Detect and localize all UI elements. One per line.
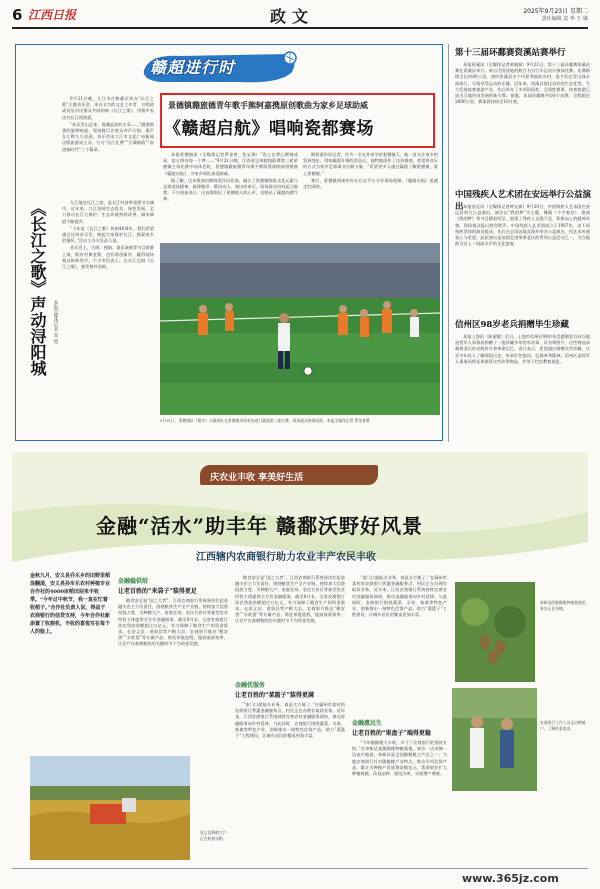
mid-title: 金融“活水”助丰年 赣鄱沃野好风景 — [96, 514, 423, 538]
feature-paragraph: 9月21日晚，九江市在柴桑区举办“长江之歌”主题音乐会，来自全市的文艺工作者、合唱团成员及市民群众共同唱响《长江之歌》，用歌声表达对长江的热爱。 — [62, 96, 154, 120]
photo-right2-caption: 农商银行工作人员走访种植户，了解资金需求。 — [540, 720, 586, 731]
column-body-3 — [352, 740, 447, 860]
feature-paragraph: “你从雪山走来，春潮是你的丰采……”随着熟悉的旋律响起，现场数百名观众齐声合唱，歌声在江畔久久回荡。音乐会由九江市文化广电新闻出版旅游局主办，分为“长江礼赞”“江城新韵”“奋进新时代”三个篇章。 — [62, 121, 154, 152]
mid-subtitle: 江西辖内农商银行助力农业丰产农民丰收 — [196, 552, 376, 563]
header-divider — [12, 27, 588, 29]
right-paragraph: 本报安远讯（全媒体记者钟文斌）9月20日，中国残疾人艺术团在安远县举行公益演出。演出以“我的梦”为主题，舞蹈《千手观音》、歌曲《我的梦》等节目精彩纷呈，展现了残疾人自强不息、积极向上的精神风貌，现场观众报以热烈掌声。中国残疾人艺术团成立于1987年，由不同残疾类别的演员组成，先后在全国各地及海外举办公益演出，用艺术传递爱心与希望。此次演出是该团走进革命老区的系列公益活动之一，为当地群众送上一场高水平的文化盛宴。 — [455, 204, 590, 247]
column-body-2a — [235, 575, 345, 675]
right-article-title-1: 第十三届环鄱赛资溪站赛举行 — [455, 48, 566, 58]
lead-paragraph: 熊轲嘉告诉记者，作为一名在外求学的景德镇人，他一直关注家乡的发展变化。得知赣超开赛的消息后，他特地创作了这首歌曲，希望用音乐的方式为家乡足球事业贡献力量。“希望更多人通过赣超了解景德镇，爱上景德镇。” — [303, 152, 438, 176]
lead-paragraph: 赛后，景德镇球迷纷纷在社交平台分享现场视频，《赣超启航》迅速走红网络。 — [303, 177, 438, 190]
feature-body-bottom — [62, 200, 154, 430]
bottom-lead-text: 金秋九月，安义县乔乐乡的田野里稻浪翻滚，安义县孙车乐农村种植专业合作社的4000亩稻田迎来丰收季。“今年过中秋节，我一直在忙着收稻子。”合作社负责人说，得益于农商银行的信贷支持，今年合作社新添置了收割机，丰收的喜悦写在每个人的脸上。 — [30, 573, 110, 635]
column-title-2: 让老百姓的“菜篮子”装得更满 — [235, 692, 314, 699]
right-paragraph: 本报上饶讯（陈丽霞）近日，上饶市信州区98岁抗美援朝老兵向当地退役军人事务局捐赠了一批珍藏多年的军功章、证书和照片，这些物品承载着老兵的光辉岁月和革命记忆。老兵表示，希望通过捐赠这些珍藏，让更多年轻人了解那段历史，传承红色基因，弘扬革命精神。信州区退役军人事务局将妥善保管这些珍贵物品，并用于红色教育展览。 — [455, 334, 590, 364]
right-article-title-2: 中国残疾人艺术团在安远举行公益演出 — [455, 190, 592, 212]
column-kicker-3: 金融惠民生 — [352, 720, 383, 727]
banner-title: 赣超进行时 — [150, 58, 236, 77]
feature-body-top — [62, 96, 154, 196]
feature-paragraph: “今年是《长江之歌》传唱40周年，我们希望通过这场音乐会，唤起大家保护长江、热爱家乡的情怀。”活动主办方负责人说。 — [62, 225, 154, 244]
rice-harvest-photo — [30, 756, 190, 860]
column-paragraph: 粮食安全是“国之大者”。江西农商银行系统坚决扛起金融支农主力军责任，围绕粮食生产全产业链，持续加大信贷投放力度，为种粮大户、家庭农场、农民合作社等新型农业经营主体提供全方位金融服务。截至8月末，全省农商银行涉农贷款余额超过万亿元，有力保障了粮食生产的资金需求。在安义县、进贤县等产粮大县，农商银行推出“粮农贷”“丰收贷”等专属产品，简化审批流程，提高放款效率，让农户在春耕秋收的关键时节不为资金发愁。 — [235, 575, 345, 624]
column-kicker-1: 金融稳供给 — [118, 578, 149, 585]
kiwi-orchard-photo — [455, 582, 535, 682]
right-article-title-3: 信州区98岁老兵捐赠毕生珍藏 — [455, 320, 569, 330]
bank-visit-photo — [452, 688, 537, 791]
lead-story-body-col1 — [163, 152, 298, 240]
soccer-match-photo — [160, 243, 440, 415]
section-title: 政文 — [270, 7, 315, 26]
feature-title: 《长江之歌》声动浔阳城 — [28, 200, 47, 376]
column-kicker-2: 金融优服务 — [235, 682, 266, 689]
column-title-1: 让老百姓的“米袋子”装得更足 — [118, 588, 197, 595]
feature-byline: 本报全媒体记者 周 旭 — [53, 300, 58, 344]
right-article-body-1 — [455, 62, 590, 180]
site-watermark: www.365jz.com — [462, 872, 559, 885]
column-paragraph: “家门口就能办业务，真是太方便了。”在赣州市某村的农商银行普惠金融服务点，村民正在办理存取款业务。近年来，江西农商银行系统持续完善农村金融服务网络，推动金融服务向乡村延伸。与此同时，农商银行围绕蔬菜、水果、畜禽等特色产业，创新推出一批特色信贷产品，助力“菜篮子”工程建设，让城乡居民的餐桌更加丰富。 — [352, 575, 447, 618]
player-orange — [198, 305, 208, 335]
photo-left-caption: 安义县种粮大户正在收割水稻。 — [200, 830, 227, 841]
feature-paragraph: 九江地处长江之滨，是长江经济带重要节点城市。近年来，九江坚持生态优先、绿色发展，全力推动长江大保护，生态环境持续改善，城市颜值不断提升。 — [62, 200, 154, 224]
photo-caption: 9月21日，景德镇队（橙衣）与赣州队在景德镇市体育场进行赣超第三轮比赛，现场观众热情高涨。本报全媒体记者 罗金育摄 — [160, 418, 370, 423]
column-title-3: 让老百姓的“果盘子”端得更稳 — [352, 730, 431, 737]
column-body-2 — [235, 702, 345, 860]
lead-story-title: 《赣超启航》唱响瓷都赛场 — [164, 119, 374, 139]
newspaper-logo: 江西日报 — [28, 8, 77, 22]
right-article-body-2 — [455, 204, 590, 310]
column-paragraph: 粮食安全是“国之大者”。江西农商银行系统坚决扛起金融支农主力军责任，围绕粮食生产全产业链，持续加大信贷投放力度，为种粮大户、家庭农场、农民合作社等新型农业经营主体提供全方位金融服务。截至8月末，全省农商银行涉农贷款余额超过万亿元，有力保障了粮食生产的资金需求。在安义县、进贤县等产粮大县，农商银行推出“粮农贷”“丰收贷”等专属产品，简化审批流程，提高放款效率，让农户在春耕秋收的关键时节不为资金发愁。 — [118, 598, 228, 647]
column-divider — [448, 44, 449, 442]
mid-banner: 庆农业丰收 享美好生活 — [210, 473, 304, 483]
page-number: 6 — [12, 6, 23, 24]
footer-divider — [12, 868, 588, 869]
lead-story-body-col2 — [303, 152, 438, 240]
issue-date: 2025年9月23日 星期二 — [523, 8, 588, 15]
lead-paragraph: 本报景德镇讯（全媒体记者罗金育、张宝琪）“瓷土在掌心燃烧成星，窑火照亮每一个梦……”9月21日晚，江西省足球超级联赛第三轮景德镇主场比赛中场休息时，景德镇籍旅德青年歌手熊轲嘉演唱原创歌曲《赣超启航》，为家乡球队加油助威。 — [163, 152, 298, 176]
banner-subtitle: GANCHAO JINXINGSHI — [178, 77, 222, 82]
right-article-body-3 — [455, 334, 590, 434]
column-paragraph: “家门口就能办业务，真是太方便了。”在赣州市某村的农商银行普惠金融服务点，村民正在办理存取款业务。近年来，江西农商银行系统持续完善农村金融服务网络，推动金融服务向乡村延伸。与此同时，农商银行围绕蔬菜、水果、畜禽等特色产业，创新推出一批特色信贷产品，助力“菜篮子”工程建设，让城乡居民的餐桌更加丰富。 — [235, 702, 345, 739]
right-paragraph: 本报资溪讯（全媒体记者黄晓斌）9月21日，第十三届环鄱赛资溪站赛在资溪县举行。来自全国各地的数百名自行车运动员参加比赛。比赛路线全长约80公里，途经资溪县多个风景秀丽的乡村，选手们在青山绿水间骑行，尽情享受运动的乐趣。近年来，资溪县依托良好的生态优势，大力发展体育旅游产业，先后举办了多项国际性、全国性赛事，体育旅游已成为当地经济发展的新引擎。据悉，本届环鄱赛共设8个站赛，全程超过2000公里，赛事将持续至10月底。 — [455, 62, 590, 105]
column-body-3a — [352, 575, 447, 710]
editor-credit: 责任编辑 袁 华 王 敏 — [541, 16, 588, 22]
column-body-1 — [118, 598, 228, 748]
lead-paragraph: 据了解，这首歌曲由熊轲嘉作词作曲，融合了景德镇陶瓷文化元素与足球竞技精神，旋律激昂、歌词动人。演出结束后，现场观众纷纷起立鼓掌，不少球迷表示，这首歌唱出了景德镇人的心声，也唱出了赣超的精气神。 — [163, 177, 298, 202]
lead-story-kicker: 景德镇籍旅德青年歌手熊轲嘉携原创歌曲为家乡足球助威 — [168, 100, 368, 110]
photo-right-caption: 奉新县的猕猴桃种植基地里，果农正在采摘。 — [540, 600, 590, 611]
feature-paragraph: 音乐会上，合唱、独唱、器乐演奏等节目轮番上演，既有经典老歌，也有原创新作，赢得现场观众阵阵掌声。不少市民表示，在长江边唱《长江之歌》，感受格外深刻。 — [62, 245, 154, 270]
column-paragraph: “今年猕猴桃大丰收，多亏了农商银行的贷款支持。”在奉新县某猕猴桃种植基地，果农一边采摘一边高兴地说。奉新县是全国猕猴桃主产区之一，当地农商银行针对猕猴桃产业特点，推出专项信贷产品，累计为种植户发放贷款数亿元，帮助果农扩大种植规模、改良品种、建设冷库，实现增产增收。 — [352, 740, 447, 777]
